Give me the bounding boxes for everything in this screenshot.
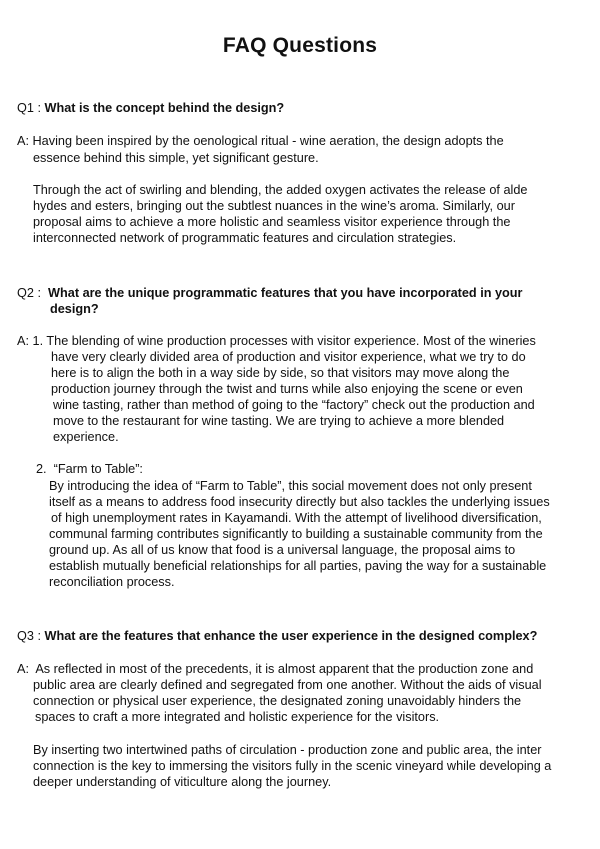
- page-title: FAQ Questions: [222, 34, 378, 57]
- q1-question: What is the concept behind the design?: [44, 101, 285, 115]
- q2-answer-line: here is to align the both in a way side by side, so that visitors may move along the: [51, 366, 510, 380]
- q2-item2-line: establish mutually beneficial relationships for all parties, paving the way for a sustainable: [49, 559, 547, 573]
- q2-answer-line: have very clearly divided area of production and visitor experience, what we try to do: [51, 350, 526, 364]
- q2-item2-line: of high unemployment rates in Kayamandi. With the attempt of livelihood diversification,: [51, 511, 542, 525]
- q2-answer-line: wine tasting, rather than method of going to the “factory” check out the production and: [53, 398, 535, 412]
- q3-answer-line: spaces to craft a more integrated and holistic experience for the visitors.: [35, 710, 440, 724]
- q3-heading: [17, 628, 537, 644]
- q1-answer-line: essence behind this simple, yet significant gesture.: [33, 151, 319, 165]
- q3-answer-line: A: As reflected in most of the precedents, it is almost apparent that the production zone and: [17, 662, 534, 676]
- q2-item2-line: By introducing the idea of “Farm to Table”, this social movement does not only present: [49, 479, 532, 493]
- q3-paragraph-line: By inserting two intertwined paths of circulation - production zone and public area, the inter: [33, 743, 542, 757]
- q3-paragraph-line: deeper understanding of viticulture along the journey.: [33, 775, 332, 789]
- q3-prefix: Q3 :: [17, 629, 45, 643]
- q2-item2-line: ground up. As all of us know that food is a universal language, the proposal aims to: [49, 543, 516, 557]
- q2-question-line: design?: [50, 302, 99, 316]
- q1-paragraph-line: Through the act of swirling and blending, the added oxygen activates the release of alde: [33, 183, 528, 197]
- q1-paragraph-line: interconnected network of programmatic features and circulation strategies.: [33, 231, 457, 245]
- q2-item2-heading: 2. “Farm to Table”:: [36, 462, 143, 476]
- q1-heading: [17, 100, 284, 116]
- q1-paragraph-line: proposal aims to achieve a more holistic and seamless visitor experience through the: [33, 215, 511, 229]
- q2-item2-line: itself as a means to address food insecurity directly but also tackles the underlying issues: [49, 495, 550, 509]
- q2-item2-line: communal farming contributes significantly to building a sustainable community from the: [49, 527, 543, 541]
- q2-answer-line: A: 1. The blending of wine production processes with visitor experience. Most of the wineries: [17, 334, 536, 348]
- q2-answer-line: experience.: [53, 430, 119, 444]
- q2-answer-line: production journey through the twist and turns while also enjoying the scene or even: [51, 382, 523, 396]
- q2-heading: [17, 285, 523, 301]
- q2-prefix: Q2 :: [17, 286, 45, 300]
- q3-question: What are the features that enhance the user experience in the designed complex?: [44, 629, 538, 643]
- q2-item2-line: reconciliation process.: [49, 575, 175, 589]
- q1-answer-line: A: Having been inspired by the oenological ritual - wine aeration, the design adopts the: [17, 134, 504, 148]
- q3-answer-line: public area are clearly defined and segregated from one another. Without the aids of visual: [33, 678, 542, 692]
- q1-paragraph-line: hydes and esters, bringing out the subtlest nuances in the wine’s aroma. Similarly, our: [33, 199, 515, 213]
- q1-prefix: Q1 :: [17, 101, 45, 115]
- q2-question-line: What are the unique programmatic features that you have incorporated in your: [48, 286, 523, 300]
- q2-answer-line: move to the restaurant for wine tasting. We are trying to achieve a more blended: [53, 414, 505, 428]
- q3-answer-line: connection or physical user experience, the designated zoning unavoidably hinders the: [33, 694, 522, 708]
- q3-paragraph-line: connection is the key to immersing the visitors fully in the scenic vineyard while developing a: [33, 759, 552, 773]
